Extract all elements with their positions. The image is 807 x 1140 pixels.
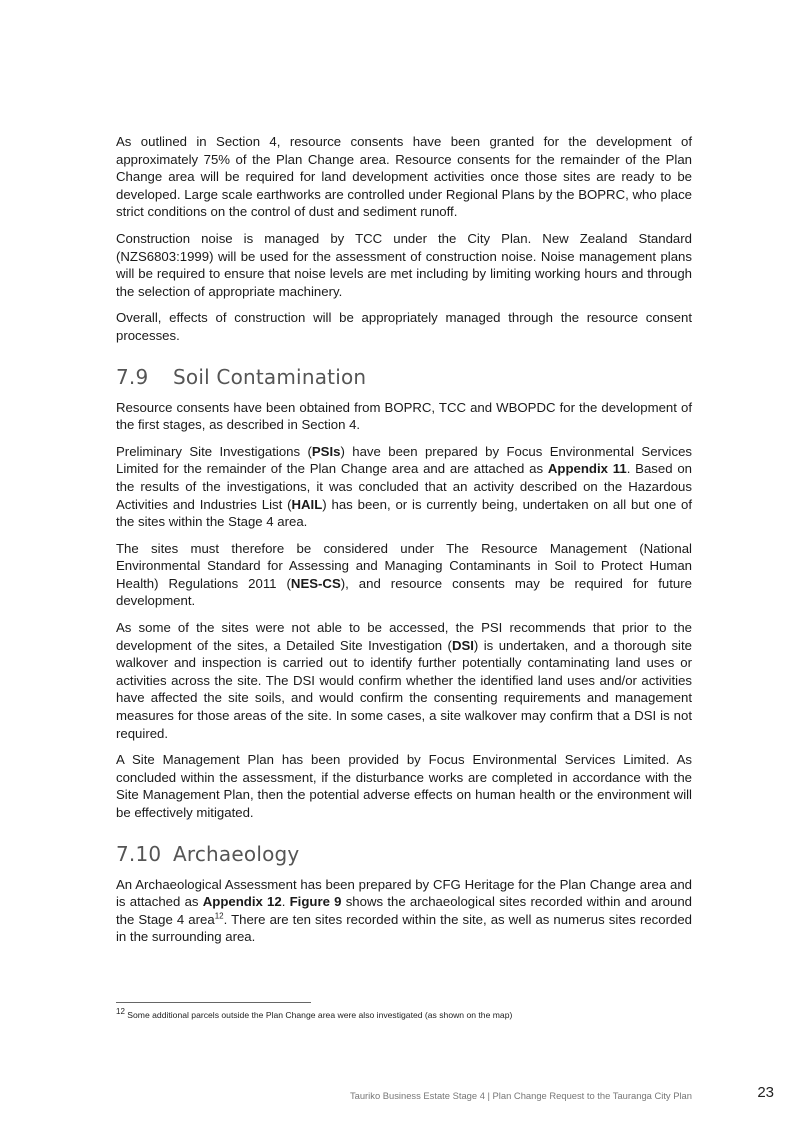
paragraph-construction-noise: Construction noise is managed by TCC under the City Plan. New Zealand Standard (NZS6803:1999) will be used for the assessment of construction noise. Noise management plans will be required to ensure that noise levels are met including by limiting working hours and through the selection of appropriate machinery.: [116, 230, 692, 299]
paragraph-dsi: [116, 619, 692, 742]
bold-term: HAIL: [291, 496, 323, 512]
paragraph-overall-effects: Overall, effects of construction will be appropriately managed through the resource consent processes.: [116, 310, 692, 343]
section-number: 7.10: [116, 841, 162, 866]
text-run: ) is undertaken, and a thorough site walkover and inspection is carried out to identify further potentially contaminating land uses or activities across the site. The DSI would confirm whether the identified land uses and/or activities have affected the site soils, and would confirm the consenting requirements and management measures for those areas of the site. In some cases, a site walkover may confirm that a DSI is not required.: [116, 637, 692, 741]
paragraph-psi: [116, 443, 692, 531]
text-run: shows the archaeological sites recorded within and around the Stage 4 area: [116, 894, 693, 927]
appendix-reference: Appendix 12: [202, 894, 282, 910]
text-run: . There are ten sites recorded within the site, as well as numerus sites recorded in the surrounding area.: [116, 911, 693, 945]
bold-term: DSI: [451, 637, 474, 653]
paragraph-consents: As outlined in Section 4, resource consents have been granted for the development of approximately 75% of the Plan Change area. Resource consents for the remainder of the Plan Change area will be required for land development activities once those sites are ready to be developed. Large scale earthworks are controlled under Regional Plans by the BOPRC, who place strict conditions on the control of dust and sediment runoff.: [116, 134, 692, 220]
footnote-divider: [116, 1002, 311, 1003]
section-heading-soil-contamination: [116, 365, 692, 389]
paragraph-soil-consents: Resource consents have been obtained from BOPRC, TCC and WBOPDC for the development of the first stages, as described in Section 4.: [116, 399, 692, 433]
text-run: . Based on the results of the investigations, it was concluded that an activity described on the Hazardous Activities and Industries List (: [116, 461, 693, 512]
text-run: An Archaeological Assessment has been prepared by CFG Heritage for the Plan Change area and is attached as: [116, 876, 692, 910]
paragraph-site-management-plan: A Site Management Plan has been provided by Focus Environmental Services Limited. As concluded within the assessment, if the disturbance works are completed in accordance with the Site Management Plan, then the potential adverse effects on human health or the environment will be effectively mitigated.: [116, 752, 692, 820]
text-run: .: [281, 894, 290, 910]
page-number: 23: [757, 1084, 774, 1101]
section-title: Soil Contamination: [173, 364, 367, 389]
text-run: ), and resource consents may be required for future development.: [116, 575, 692, 609]
page-footer: Tauriko Business Estate Stage 4 | Plan Change Request to the Tauranga City Plan: [349, 1090, 692, 1101]
appendix-reference: Appendix 11: [547, 461, 627, 477]
bold-term: PSIs: [311, 443, 341, 459]
document-body: [116, 133, 692, 955]
paragraph-archaeology: [116, 876, 692, 946]
footnote: [116, 1007, 716, 1021]
text-run: Preliminary Site Investigations (: [116, 443, 312, 459]
bold-term: NES-CS: [290, 575, 341, 591]
footnote-text: Some additional parcels outside the Plan Change area were also investigated (as shown on the map): [124, 1010, 513, 1020]
section-title: Archaeology: [173, 841, 300, 866]
section-heading-archaeology: [116, 842, 692, 866]
paragraph-nes-cs: [116, 540, 692, 610]
section-number: 7.9: [116, 364, 149, 389]
text-run: The sites must therefore be considered under The Resource Management (National Environmental Standard for Assessing and Managing Contaminants in Soil to Protect Human Health) Regulations 2011 (: [116, 540, 692, 591]
text-run: ) have been prepared by Focus Environmental Services Limited for the remainder of the Plan Change area and are attached as: [116, 443, 692, 477]
text-run: As some of the sites were not able to be accessed, the PSI recommends that prior to the development of the sites, a Detailed Site Investigation (: [116, 620, 692, 653]
footnote-marker: 12: [214, 911, 224, 921]
text-run: ) has been, or is currently being, undertaken on all but one of the sites within the Stage 4 area.: [116, 496, 692, 530]
figure-reference: Figure 9: [289, 894, 342, 910]
footnote-number: 12: [116, 1007, 125, 1017]
